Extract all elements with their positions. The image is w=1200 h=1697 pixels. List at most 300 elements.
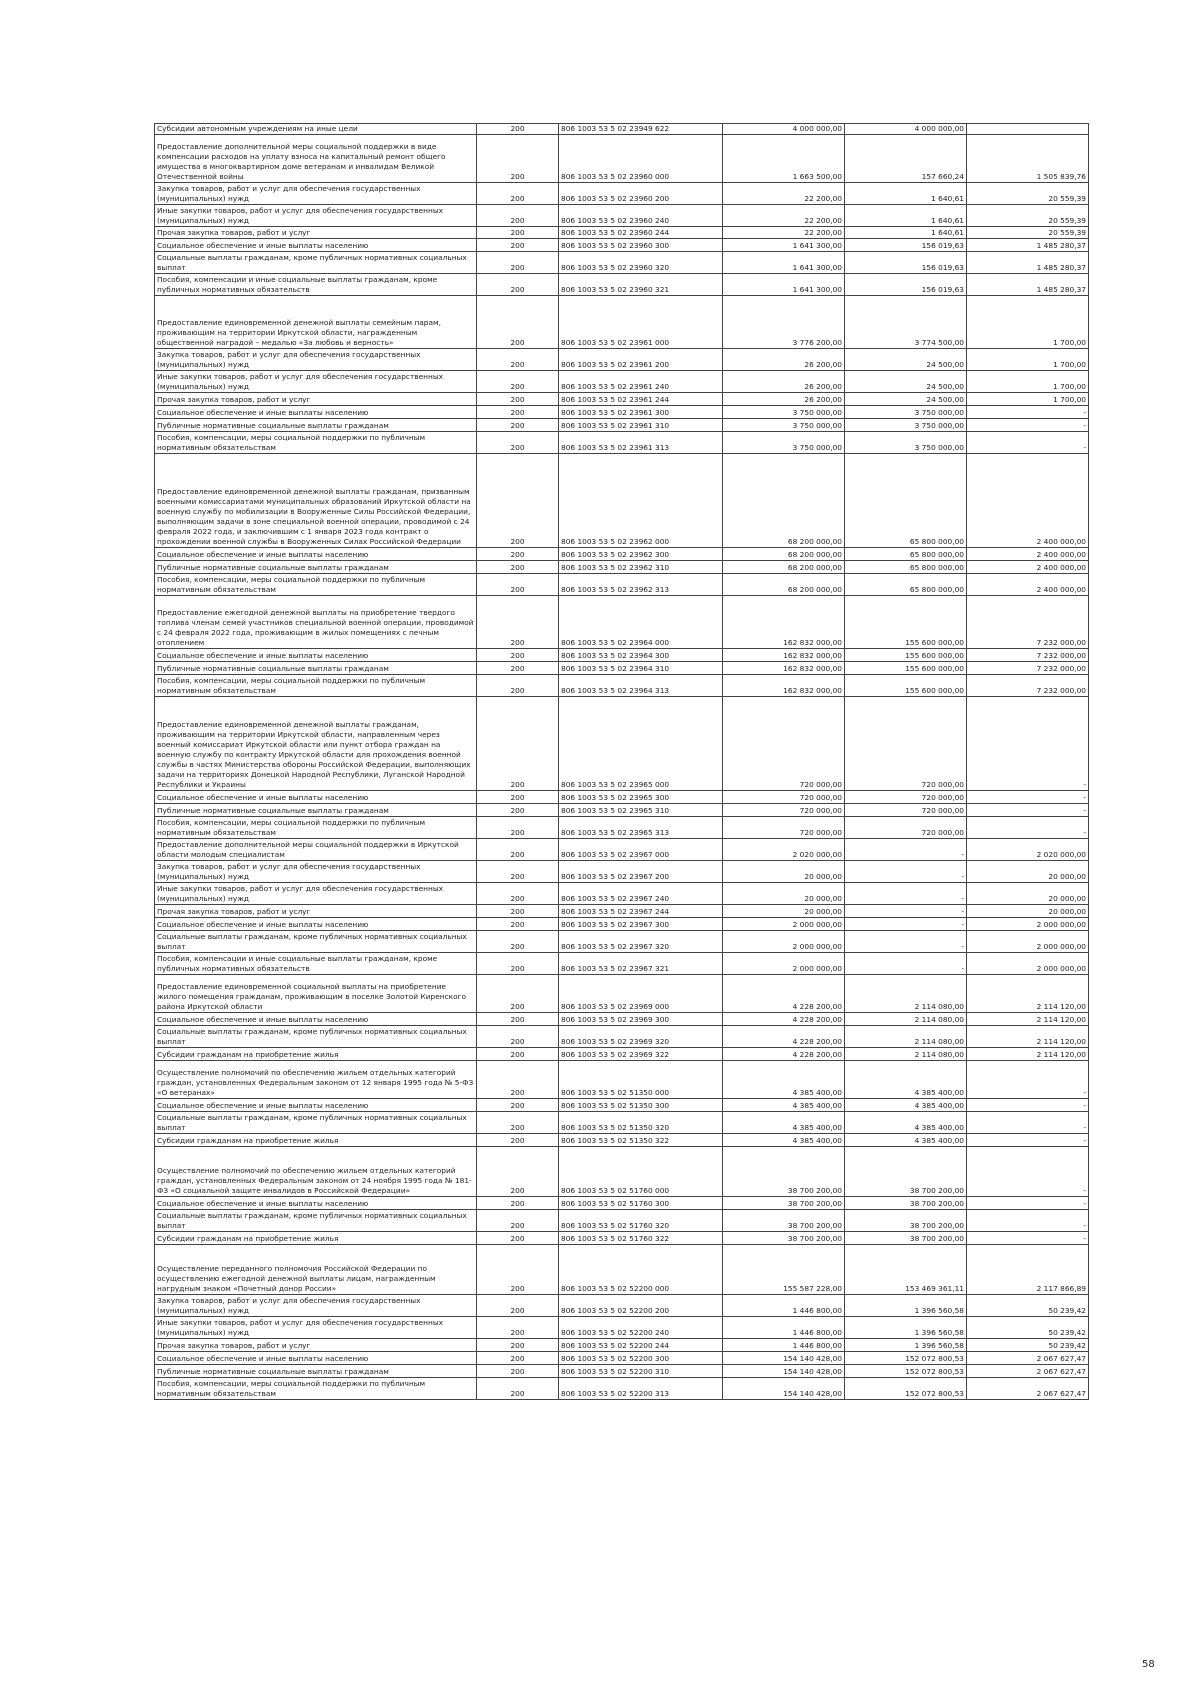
row-code-cell: 200	[477, 296, 559, 349]
row-kbk-cell: 806 1003 53 5 02 23964 300	[559, 649, 723, 662]
row-code-cell: 200	[477, 1317, 559, 1339]
row-plan-cell: 22 200,00	[723, 227, 845, 239]
table-row	[155, 1026, 1089, 1048]
row-fact-cell: 1 396 560,58	[845, 1317, 967, 1339]
row-rest-cell: 2 067 627,47	[967, 1352, 1089, 1365]
table-row	[155, 1134, 1089, 1147]
row-rest-cell: -	[967, 817, 1089, 839]
row-kbk-cell: 806 1003 53 5 02 23949 622	[559, 124, 723, 135]
row-name-cell: Прочая закупка товаров, работ и услуг	[155, 393, 477, 406]
row-name-cell: Публичные нормативные социальные выплаты гражданам	[155, 662, 477, 675]
row-plan-cell: 20 000,00	[723, 883, 845, 905]
row-code-cell: 200	[477, 804, 559, 817]
row-plan-cell: 720 000,00	[723, 791, 845, 804]
row-fact-cell: 4 000 000,00	[845, 124, 967, 135]
row-kbk-cell: 806 1003 53 5 02 51760 000	[559, 1147, 723, 1197]
table-row	[155, 1048, 1089, 1061]
row-fact-cell: 3 774 500,00	[845, 296, 967, 349]
row-kbk-cell: 806 1003 53 5 02 23961 313	[559, 432, 723, 454]
row-rest-cell: 1 700,00	[967, 393, 1089, 406]
row-code-cell: 200	[477, 1061, 559, 1099]
row-name-cell: Пособия, компенсации и иные социальные выплаты гражданам, кроме публичных нормативных обязательств	[155, 274, 477, 296]
row-rest-cell: 2 067 627,47	[967, 1378, 1089, 1400]
row-fact-cell: -	[845, 905, 967, 918]
row-code-cell: 200	[477, 861, 559, 883]
row-fact-cell: 1 640,61	[845, 227, 967, 239]
table-row	[155, 574, 1089, 596]
row-fact-cell: 157 660,24	[845, 135, 967, 183]
row-kbk-cell: 806 1003 53 5 02 51760 320	[559, 1210, 723, 1232]
row-fact-cell: 720 000,00	[845, 804, 967, 817]
page-number: 58	[1142, 1659, 1155, 1670]
row-name-cell: Прочая закупка товаров, работ и услуг	[155, 1339, 477, 1352]
row-rest-cell: 1 485 280,37	[967, 252, 1089, 274]
table-row	[155, 953, 1089, 975]
table-row	[155, 1147, 1089, 1197]
row-name-cell: Иные закупки товаров, работ и услуг для обеспечения государственных (муниципальных) нужд	[155, 371, 477, 393]
row-fact-cell: 155 600 000,00	[845, 649, 967, 662]
row-rest-cell: 50 239,42	[967, 1339, 1089, 1352]
row-name-cell: Социальные выплаты гражданам, кроме публичных нормативных социальных выплат	[155, 1112, 477, 1134]
row-code-cell: 200	[477, 953, 559, 975]
table-row	[155, 1378, 1089, 1400]
row-rest-cell: 7 232 000,00	[967, 662, 1089, 675]
table-row	[155, 662, 1089, 675]
row-kbk-cell: 806 1003 53 5 02 23960 240	[559, 205, 723, 227]
table-row	[155, 1112, 1089, 1134]
row-plan-cell: 68 200 000,00	[723, 574, 845, 596]
row-fact-cell: 38 700 200,00	[845, 1232, 967, 1245]
table-row	[155, 393, 1089, 406]
row-plan-cell: 3 776 200,00	[723, 296, 845, 349]
row-plan-cell: 4 385 400,00	[723, 1061, 845, 1099]
table-row	[155, 183, 1089, 205]
row-fact-cell: 153 469 361,11	[845, 1245, 967, 1295]
row-plan-cell: 162 832 000,00	[723, 675, 845, 697]
row-kbk-cell: 806 1003 53 5 02 23961 000	[559, 296, 723, 349]
row-code-cell: 200	[477, 561, 559, 574]
row-name-cell: Предоставление единовременной денежной выплаты гражданам, проживающим на территории Иркутской области, направленным через военный комиссариат Иркутской области или пункт отбора граждан на военную службу по контракту Иркутской области для прохождения военной службы в частях Министерства обороны Российской Федерации, выполняющих задачи на территориях Донецкой Народной Республики, Луганской Народной Республики и Украины	[155, 697, 477, 791]
table-row	[155, 1232, 1089, 1245]
row-fact-cell: 720 000,00	[845, 817, 967, 839]
row-fact-cell: 152 072 800,53	[845, 1352, 967, 1365]
row-fact-cell: -	[845, 839, 967, 861]
row-kbk-cell: 806 1003 53 5 02 52200 244	[559, 1339, 723, 1352]
row-fact-cell: -	[845, 953, 967, 975]
row-fact-cell: 24 500,00	[845, 393, 967, 406]
row-kbk-cell: 806 1003 53 5 02 23964 310	[559, 662, 723, 675]
row-name-cell: Публичные нормативные социальные выплаты гражданам	[155, 419, 477, 432]
row-plan-cell: 720 000,00	[723, 817, 845, 839]
row-fact-cell: 4 385 400,00	[845, 1134, 967, 1147]
row-kbk-cell: 806 1003 53 5 02 23965 000	[559, 697, 723, 791]
row-kbk-cell: 806 1003 53 5 02 23962 310	[559, 561, 723, 574]
row-kbk-cell: 806 1003 53 5 02 23961 310	[559, 419, 723, 432]
row-code-cell: 200	[477, 883, 559, 905]
table-row	[155, 432, 1089, 454]
row-rest-cell: 2 117 866,89	[967, 1245, 1089, 1295]
row-rest-cell: 2 000 000,00	[967, 953, 1089, 975]
row-fact-cell: -	[845, 931, 967, 953]
row-name-cell: Социальное обеспечение и иные выплаты населению	[155, 1352, 477, 1365]
row-fact-cell: 156 019,63	[845, 239, 967, 252]
row-kbk-cell: 806 1003 53 5 02 51350 322	[559, 1134, 723, 1147]
row-rest-cell: -	[967, 1061, 1089, 1099]
table-row	[155, 1099, 1089, 1112]
row-rest-cell: -	[967, 1147, 1089, 1197]
table-row	[155, 561, 1089, 574]
row-name-cell: Осуществление полномочий по обеспечению жильем отдельных категорий граждан, установленных Федеральным законом от 12 января 1995 года № 5-ФЗ «О ветеранах»	[155, 1061, 477, 1099]
row-fact-cell: 1 640,61	[845, 205, 967, 227]
row-name-cell: Социальное обеспечение и иные выплаты населению	[155, 649, 477, 662]
row-name-cell: Осуществление переданного полномочия Российской Федерации по осуществлению ежегодной денежной выплаты лицам, награжденным нагрудным знаком «Почетный донор России»	[155, 1245, 477, 1295]
row-rest-cell: -	[967, 1197, 1089, 1210]
table-row	[155, 975, 1089, 1013]
row-rest-cell: 7 232 000,00	[967, 649, 1089, 662]
table-row	[155, 274, 1089, 296]
row-plan-cell: 26 200,00	[723, 371, 845, 393]
table-row	[155, 675, 1089, 697]
row-fact-cell: 2 114 080,00	[845, 1026, 967, 1048]
row-plan-cell: 20 000,00	[723, 905, 845, 918]
row-code-cell: 200	[477, 349, 559, 371]
row-plan-cell: 4 000 000,00	[723, 124, 845, 135]
table-row	[155, 596, 1089, 649]
row-kbk-cell: 806 1003 53 5 02 52200 313	[559, 1378, 723, 1400]
row-code-cell: 200	[477, 1013, 559, 1026]
row-fact-cell: 65 800 000,00	[845, 574, 967, 596]
row-fact-cell: 720 000,00	[845, 791, 967, 804]
row-name-cell: Субсидии гражданам на приобретение жилья	[155, 1134, 477, 1147]
row-rest-cell: -	[967, 1099, 1089, 1112]
row-name-cell: Социальные выплаты гражданам, кроме публичных нормативных социальных выплат	[155, 1210, 477, 1232]
row-plan-cell: 2 000 000,00	[723, 931, 845, 953]
row-code-cell: 200	[477, 1099, 559, 1112]
row-code-cell: 200	[477, 1147, 559, 1197]
table-row	[155, 1365, 1089, 1378]
row-plan-cell: 720 000,00	[723, 804, 845, 817]
row-plan-cell: 4 228 200,00	[723, 975, 845, 1013]
row-name-cell: Иные закупки товаров, работ и услуг для обеспечения государственных (муниципальных) нужд	[155, 1317, 477, 1339]
row-kbk-cell: 806 1003 53 5 02 23969 322	[559, 1048, 723, 1061]
row-rest-cell	[967, 124, 1089, 135]
row-fact-cell: 24 500,00	[845, 371, 967, 393]
row-plan-cell: 4 385 400,00	[723, 1099, 845, 1112]
row-plan-cell: 1 446 800,00	[723, 1295, 845, 1317]
table-row	[155, 548, 1089, 561]
row-code-cell: 200	[477, 183, 559, 205]
row-kbk-cell: 806 1003 53 5 02 23960 320	[559, 252, 723, 274]
row-code-cell: 200	[477, 596, 559, 649]
table-row	[155, 239, 1089, 252]
row-kbk-cell: 806 1003 53 5 02 23969 000	[559, 975, 723, 1013]
row-name-cell: Социальные выплаты гражданам, кроме публичных нормативных социальных выплат	[155, 1026, 477, 1048]
row-rest-cell: 2 400 000,00	[967, 561, 1089, 574]
row-kbk-cell: 806 1003 53 5 02 23961 200	[559, 349, 723, 371]
row-fact-cell: 156 019,63	[845, 274, 967, 296]
row-kbk-cell: 806 1003 53 5 02 23960 000	[559, 135, 723, 183]
row-rest-cell: 2 114 120,00	[967, 975, 1089, 1013]
row-kbk-cell: 806 1003 53 5 02 23962 000	[559, 454, 723, 548]
row-rest-cell: -	[967, 1134, 1089, 1147]
row-fact-cell: -	[845, 883, 967, 905]
row-code-cell: 200	[477, 227, 559, 239]
row-plan-cell: 38 700 200,00	[723, 1197, 845, 1210]
row-rest-cell: 2 067 627,47	[967, 1365, 1089, 1378]
row-plan-cell: 1 446 800,00	[723, 1339, 845, 1352]
row-plan-cell: 38 700 200,00	[723, 1147, 845, 1197]
row-code-cell: 200	[477, 454, 559, 548]
row-name-cell: Прочая закупка товаров, работ и услуг	[155, 905, 477, 918]
table-row	[155, 454, 1089, 548]
row-name-cell: Социальное обеспечение и иные выплаты населению	[155, 548, 477, 561]
row-rest-cell: 20 000,00	[967, 905, 1089, 918]
row-rest-cell: 2 000 000,00	[967, 931, 1089, 953]
row-name-cell: Социальные выплаты гражданам, кроме публичных нормативных социальных выплат	[155, 252, 477, 274]
row-fact-cell: 155 600 000,00	[845, 596, 967, 649]
row-plan-cell: 1 641 300,00	[723, 274, 845, 296]
table-row	[155, 227, 1089, 239]
row-code-cell: 200	[477, 1339, 559, 1352]
row-rest-cell: -	[967, 804, 1089, 817]
row-rest-cell: 1 700,00	[967, 371, 1089, 393]
row-plan-cell: 162 832 000,00	[723, 596, 845, 649]
row-kbk-cell: 806 1003 53 5 02 23960 321	[559, 274, 723, 296]
table-row	[155, 697, 1089, 791]
row-name-cell: Предоставление дополнительной меры социальной поддержки в виде компенсации расходов на уплату взноса на капитальный ремонт общего имущества в многоквартирном доме ветеранам и инвалидам Великой Отечественной войны	[155, 135, 477, 183]
table-row	[155, 419, 1089, 432]
table-row	[155, 1210, 1089, 1232]
row-name-cell: Предоставление дополнительной меры социальной поддержки в Иркутской области молодым специалистам	[155, 839, 477, 861]
row-rest-cell: 50 239,42	[967, 1295, 1089, 1317]
row-name-cell: Социальное обеспечение и иные выплаты населению	[155, 406, 477, 419]
row-kbk-cell: 806 1003 53 5 02 23967 321	[559, 953, 723, 975]
row-code-cell: 200	[477, 1245, 559, 1295]
row-rest-cell: 7 232 000,00	[967, 675, 1089, 697]
row-name-cell: Закупка товаров, работ и услуг для обеспечения государственных (муниципальных) нужд	[155, 861, 477, 883]
table-row	[155, 349, 1089, 371]
table-row	[155, 1013, 1089, 1026]
row-code-cell: 200	[477, 1048, 559, 1061]
row-code-cell: 200	[477, 239, 559, 252]
row-code-cell: 200	[477, 791, 559, 804]
row-fact-cell: 3 750 000,00	[845, 406, 967, 419]
row-kbk-cell: 806 1003 53 5 02 23967 200	[559, 861, 723, 883]
row-fact-cell: 38 700 200,00	[845, 1197, 967, 1210]
row-rest-cell: 2 114 120,00	[967, 1013, 1089, 1026]
row-fact-cell: 4 385 400,00	[845, 1112, 967, 1134]
row-rest-cell: 50 239,42	[967, 1317, 1089, 1339]
row-name-cell: Иные закупки товаров, работ и услуг для обеспечения государственных (муниципальных) нужд	[155, 205, 477, 227]
row-plan-cell: 2 000 000,00	[723, 918, 845, 931]
row-plan-cell: 1 641 300,00	[723, 239, 845, 252]
row-kbk-cell: 806 1003 53 5 02 23960 300	[559, 239, 723, 252]
row-kbk-cell: 806 1003 53 5 02 52200 200	[559, 1295, 723, 1317]
row-name-cell: Предоставление единовременной денежной выплаты семейным парам, проживающим на территории Иркутской области, награжденным общественной наградой – медалью «За любовь и верность»	[155, 296, 477, 349]
row-code-cell: 200	[477, 1352, 559, 1365]
row-name-cell: Социальное обеспечение и иные выплаты населению	[155, 1197, 477, 1210]
row-rest-cell: 20 559,39	[967, 183, 1089, 205]
row-code-cell: 200	[477, 1232, 559, 1245]
row-plan-cell: 68 200 000,00	[723, 548, 845, 561]
row-plan-cell: 4 385 400,00	[723, 1112, 845, 1134]
row-name-cell: Пособия, компенсации, меры социальной поддержки по публичным нормативным обязательствам	[155, 432, 477, 454]
row-rest-cell: 20 000,00	[967, 861, 1089, 883]
row-kbk-cell: 806 1003 53 5 02 23967 320	[559, 931, 723, 953]
table-row	[155, 124, 1089, 135]
row-code-cell: 200	[477, 1295, 559, 1317]
row-plan-cell: 2 000 000,00	[723, 953, 845, 975]
row-kbk-cell: 806 1003 53 5 02 23967 244	[559, 905, 723, 918]
row-plan-cell: 720 000,00	[723, 697, 845, 791]
row-rest-cell: -	[967, 419, 1089, 432]
table-row	[155, 1317, 1089, 1339]
table-row	[155, 791, 1089, 804]
table-row	[155, 371, 1089, 393]
row-rest-cell: 2 400 000,00	[967, 548, 1089, 561]
row-rest-cell: 1 700,00	[967, 349, 1089, 371]
row-rest-cell: 20 000,00	[967, 883, 1089, 905]
table-row	[155, 252, 1089, 274]
row-name-cell: Иные закупки товаров, работ и услуг для обеспечения государственных (муниципальных) нужд	[155, 883, 477, 905]
row-rest-cell: -	[967, 1232, 1089, 1245]
row-rest-cell: -	[967, 406, 1089, 419]
row-kbk-cell: 806 1003 53 5 02 52200 000	[559, 1245, 723, 1295]
row-rest-cell: -	[967, 1210, 1089, 1232]
row-fact-cell: 2 114 080,00	[845, 975, 967, 1013]
row-plan-cell: 154 140 428,00	[723, 1365, 845, 1378]
row-kbk-cell: 806 1003 53 5 02 52200 300	[559, 1352, 723, 1365]
table-row	[155, 296, 1089, 349]
row-name-cell: Предоставление единовременной социальной выплаты на приобретение жилого помещения гражданам, проживающим в поселке Золотой Киренского района Иркутской области	[155, 975, 477, 1013]
table-body	[155, 124, 1089, 1400]
row-kbk-cell: 806 1003 53 5 02 51350 000	[559, 1061, 723, 1099]
row-plan-cell: 1 641 300,00	[723, 252, 845, 274]
row-name-cell: Социальное обеспечение и иные выплаты населению	[155, 791, 477, 804]
row-code-cell: 200	[477, 1365, 559, 1378]
row-code-cell: 200	[477, 1210, 559, 1232]
row-name-cell: Социальное обеспечение и иные выплаты населению	[155, 239, 477, 252]
row-rest-cell: 2 114 120,00	[967, 1048, 1089, 1061]
row-code-cell: 200	[477, 1112, 559, 1134]
row-code-cell: 200	[477, 393, 559, 406]
row-code-cell: 200	[477, 675, 559, 697]
row-code-cell: 200	[477, 432, 559, 454]
row-plan-cell: 3 750 000,00	[723, 432, 845, 454]
row-code-cell: 200	[477, 649, 559, 662]
row-kbk-cell: 806 1003 53 5 02 23961 240	[559, 371, 723, 393]
table-row	[155, 931, 1089, 953]
row-name-cell: Публичные нормативные социальные выплаты гражданам	[155, 804, 477, 817]
row-fact-cell: 1 396 560,58	[845, 1295, 967, 1317]
table-row	[155, 1245, 1089, 1295]
row-plan-cell: 2 020 000,00	[723, 839, 845, 861]
row-fact-cell: 38 700 200,00	[845, 1210, 967, 1232]
row-kbk-cell: 806 1003 53 5 02 23965 313	[559, 817, 723, 839]
row-name-cell: Прочая закупка товаров, работ и услуг	[155, 227, 477, 239]
row-code-cell: 200	[477, 205, 559, 227]
row-plan-cell: 4 385 400,00	[723, 1134, 845, 1147]
row-rest-cell: 1 505 839,76	[967, 135, 1089, 183]
row-code-cell: 200	[477, 252, 559, 274]
row-code-cell: 200	[477, 1134, 559, 1147]
row-fact-cell: -	[845, 918, 967, 931]
row-kbk-cell: 806 1003 53 5 02 23969 300	[559, 1013, 723, 1026]
row-code-cell: 200	[477, 697, 559, 791]
row-kbk-cell: 806 1003 53 5 02 23967 300	[559, 918, 723, 931]
row-rest-cell: 2 114 120,00	[967, 1026, 1089, 1048]
row-fact-cell: 65 800 000,00	[845, 548, 967, 561]
row-name-cell: Пособия, компенсации, меры социальной поддержки по публичным нормативным обязательствам	[155, 675, 477, 697]
row-name-cell: Предоставление единовременной денежной выплаты гражданам, призванным военными комиссариатами муниципальных образований Иркутской области на военную службу по мобилизации в Вооруженные Силы Российской Федерации, выполняющим задачи в зоне специальной военной операции, проводимой с 24 февраля 2022 года, и заключившим с 1 января 2023 года контракт о прохождении военной службы в Вооруженных Силах Российской Федерации	[155, 454, 477, 548]
budget-execution-table	[154, 123, 1089, 1400]
row-plan-cell: 22 200,00	[723, 183, 845, 205]
row-kbk-cell: 806 1003 53 5 02 23965 310	[559, 804, 723, 817]
row-rest-cell: -	[967, 432, 1089, 454]
row-kbk-cell: 806 1003 53 5 02 23962 313	[559, 574, 723, 596]
row-name-cell: Пособия, компенсации, меры социальной поддержки по публичным нормативным обязательствам	[155, 817, 477, 839]
row-name-cell: Социальное обеспечение и иные выплаты населению	[155, 918, 477, 931]
row-fact-cell: 152 072 800,53	[845, 1365, 967, 1378]
table-row	[155, 918, 1089, 931]
row-rest-cell: 2 400 000,00	[967, 454, 1089, 548]
row-fact-cell: 155 600 000,00	[845, 662, 967, 675]
table-row	[155, 205, 1089, 227]
row-name-cell: Социальные выплаты гражданам, кроме публичных нормативных социальных выплат	[155, 931, 477, 953]
row-fact-cell: 38 700 200,00	[845, 1147, 967, 1197]
table-row	[155, 649, 1089, 662]
table-row	[155, 839, 1089, 861]
row-plan-cell: 38 700 200,00	[723, 1232, 845, 1245]
table-row	[155, 804, 1089, 817]
row-code-cell: 200	[477, 124, 559, 135]
row-rest-cell: 2 020 000,00	[967, 839, 1089, 861]
row-plan-cell: 22 200,00	[723, 205, 845, 227]
row-plan-cell: 68 200 000,00	[723, 454, 845, 548]
table-row	[155, 406, 1089, 419]
row-rest-cell: 1 485 280,37	[967, 239, 1089, 252]
row-code-cell: 200	[477, 839, 559, 861]
row-name-cell: Закупка товаров, работ и услуг для обеспечения государственных (муниципальных) нужд	[155, 183, 477, 205]
row-name-cell: Субсидии гражданам на приобретение жилья	[155, 1232, 477, 1245]
row-plan-cell: 20 000,00	[723, 861, 845, 883]
row-code-cell: 200	[477, 574, 559, 596]
table-row	[155, 883, 1089, 905]
row-kbk-cell: 806 1003 53 5 02 51760 300	[559, 1197, 723, 1210]
row-name-cell: Субсидии гражданам на приобретение жилья	[155, 1048, 477, 1061]
row-name-cell: Субсидии автономным учреждениям на иные цели	[155, 124, 477, 135]
row-rest-cell: 20 559,39	[967, 205, 1089, 227]
row-kbk-cell: 806 1003 53 5 02 23961 300	[559, 406, 723, 419]
row-kbk-cell: 806 1003 53 5 02 23961 244	[559, 393, 723, 406]
row-kbk-cell: 806 1003 53 5 02 23965 300	[559, 791, 723, 804]
row-kbk-cell: 806 1003 53 5 02 23964 000	[559, 596, 723, 649]
row-fact-cell: 4 385 400,00	[845, 1061, 967, 1099]
row-code-cell: 200	[477, 931, 559, 953]
row-code-cell: 200	[477, 1197, 559, 1210]
row-plan-cell: 38 700 200,00	[723, 1210, 845, 1232]
row-fact-cell: 2 114 080,00	[845, 1013, 967, 1026]
row-kbk-cell: 806 1003 53 5 02 51350 300	[559, 1099, 723, 1112]
row-code-cell: 200	[477, 548, 559, 561]
table-row	[155, 135, 1089, 183]
table-row	[155, 1061, 1089, 1099]
row-kbk-cell: 806 1003 53 5 02 23960 200	[559, 183, 723, 205]
row-kbk-cell: 806 1003 53 5 02 23967 000	[559, 839, 723, 861]
row-kbk-cell: 806 1003 53 5 02 23962 300	[559, 548, 723, 561]
row-fact-cell: 2 114 080,00	[845, 1048, 967, 1061]
row-plan-cell: 1 663 500,00	[723, 135, 845, 183]
